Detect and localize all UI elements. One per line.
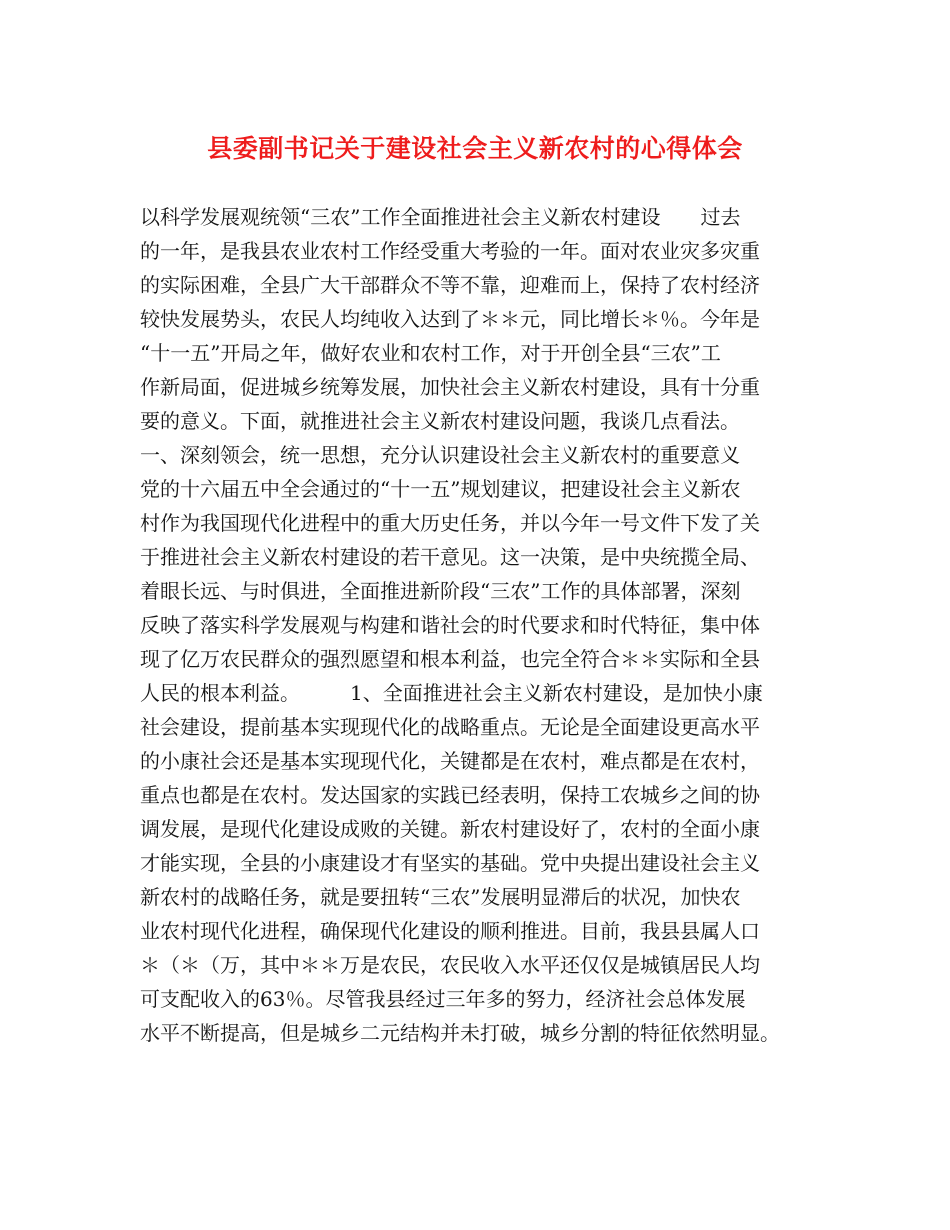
text-line: 村作为我国现代化进程中的重大历史任务，并以今年一号文件下发了关 xyxy=(140,511,760,535)
text-line: 重点也都是在农村。发达国家的实践已经表明，保持工农城乡之间的协 xyxy=(140,783,760,807)
text-line: 以科学发展观统领“三农”工作全面推进社会主义新农村建设 过去 xyxy=(140,205,741,229)
text-line: 调发展，是现代化建设成败的关键。新农村建设好了，农村的全面小康 xyxy=(140,817,760,841)
text-line: 新农村的战略任务，就是要扭转“三农”发展明显滞后的状况，加快农 xyxy=(140,885,741,909)
document-title: 县委副书记关于建设社会主义新农村的心得体会 xyxy=(207,134,743,163)
document-body xyxy=(140,200,830,1050)
text-line: 的一年，是我县农业农村工作经受重大考验的一年。面对农业灾多灾重 xyxy=(140,239,760,263)
text-line: 现了亿万农民群众的强烈愿望和根本利益，也完全符合＊＊实际和全县 xyxy=(140,647,760,671)
text-line: “十一五”开局之年，做好农业和农村工作，对于开创全县“三农”工 xyxy=(140,341,721,365)
text-line: 要的意义。下面，就推进社会主义新农村建设问题，我谈几点看法。 xyxy=(140,409,740,433)
text-line: 才能实现，全县的小康建设才有坚实的基础。党中央提出建设社会主义 xyxy=(140,851,760,875)
text-line: 可支配收入的63％。尽管我县经过三年多的努力，经济社会总体发展 xyxy=(140,987,746,1011)
text-line: 的实际困难，全县广大干部群众不等不靠，迎难而上，保持了农村经济 xyxy=(140,273,760,297)
text-line: 业农村现代化进程，确保现代化建设的顺利推进。目前，我县县属人口 xyxy=(140,919,760,943)
text-line: 水平不断提高，但是城乡二元结构并未打破，城乡分割的特征依然明显。 xyxy=(140,1021,780,1045)
text-line: ＊（＊（万，其中＊＊万是农民，农民收入水平还仅仅是城镇居民人均 xyxy=(140,953,760,977)
text-line: 人民的根本利益。 1、全面推进社会主义新农村建设，是加快小康 xyxy=(140,681,763,705)
text-line: 较快发展势头，农民人均纯收入达到了＊＊元，同比增长＊％。今年是 xyxy=(140,307,760,331)
text-line: 社会建设，提前基本实现现代化的战略重点。无论是全面建设更高水平 xyxy=(140,715,760,739)
text-line: 的小康社会还是基本实现现代化，关键都是在农村，难点都是在农村， xyxy=(140,749,760,773)
text-line: 于推进社会主义新农村建设的若干意见。这一决策，是中央统揽全局、 xyxy=(140,545,760,569)
text-line: 作新局面，促进城乡统筹发展，加快社会主义新农村建设，具有十分重 xyxy=(140,375,760,399)
text-line: 着眼长远、与时俱进，全面推进新阶段“三农”工作的具体部署，深刻 xyxy=(140,579,741,603)
text-line: 反映了落实科学发展观与构建和谐社会的时代要求和时代特征，集中体 xyxy=(140,613,760,637)
text-line: 党的十六届五中全会通过的“十一五”规划建议，把建设社会主义新农 xyxy=(140,477,741,501)
section-heading: 一、深刻领会，统一思想，充分认识建设社会主义新农村的重要意义 xyxy=(140,443,740,467)
